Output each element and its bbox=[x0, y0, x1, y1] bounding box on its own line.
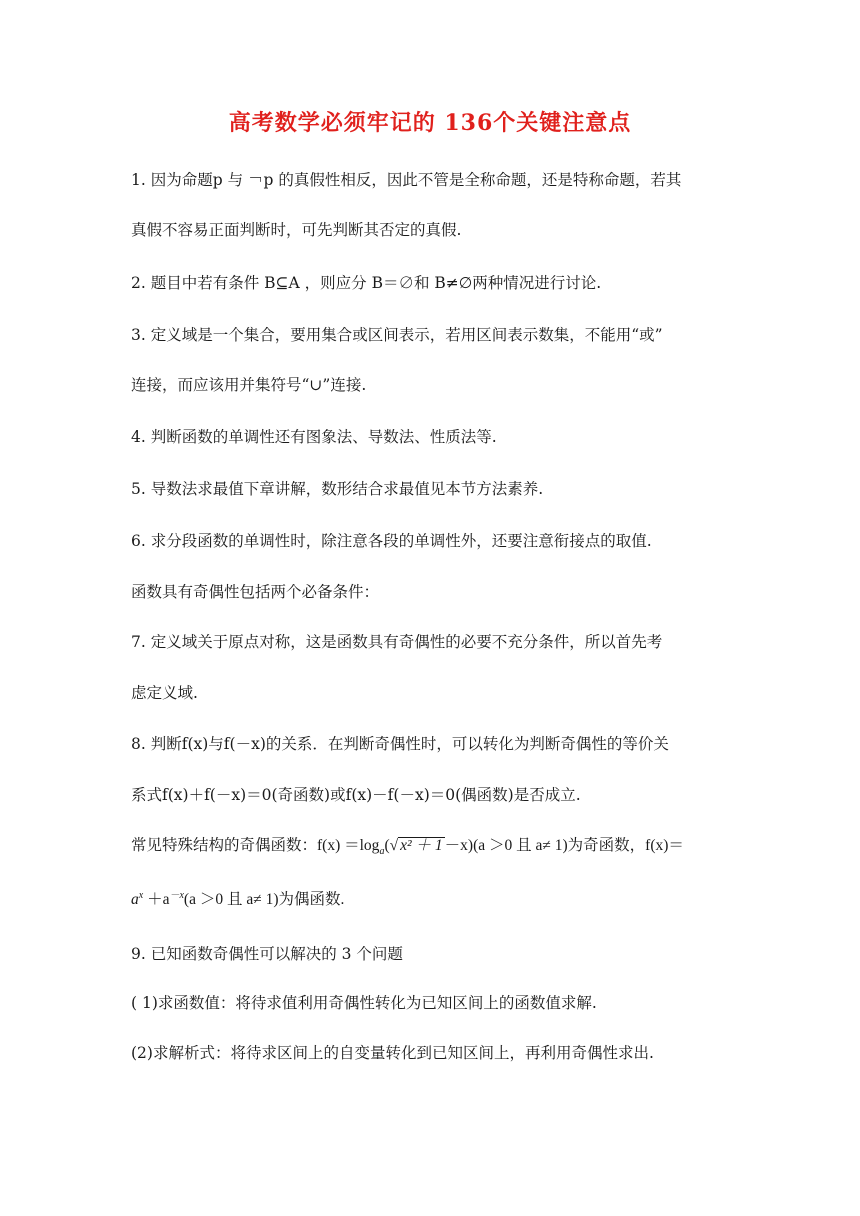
paragraph-line-p1b: 真假不容易正面判断时，可先判断其否定的真假. bbox=[131, 221, 462, 239]
formula-even-exp1: x bbox=[138, 890, 144, 901]
formula-even-exp2: －x bbox=[169, 890, 184, 901]
paragraph-line-p5: 5. 导数法求最值下章讲解，数形结合求最值见本节方法素养. bbox=[131, 480, 544, 498]
sqrt-radicand: x² ＋ 1 bbox=[400, 837, 443, 854]
paragraph-line-p9a: ( 1)求函数值：将待求值利用奇偶性转化为已知区间上的函数值求解. bbox=[131, 994, 597, 1012]
log-base: a bbox=[379, 846, 385, 858]
paragraph-line-p9b: (2)求解析式：将待求区间上的自变量转化到已知区间上，再利用奇偶性求出. bbox=[131, 1044, 654, 1062]
sqrt-sign: √ bbox=[389, 837, 399, 854]
paragraph-line-p3b: 连接，而应该用并集符号“∪”连接. bbox=[131, 376, 367, 394]
paragraph-line-p3a: 3. 定义域是一个集合，要用集合或区间表示，若用区间表示数集，不能用“或” bbox=[131, 326, 663, 344]
paragraph-line-p6: 6. 求分段函数的单调性时，除注意各段的单调性外，还要注意衔接点的取值. bbox=[131, 532, 652, 550]
formula-even-rest: (a ＞0 且 a≠ 1)为偶函数. bbox=[183, 891, 345, 909]
paragraph-line-p6b: 函数具有奇偶性包括两个必备条件： bbox=[131, 583, 380, 601]
formula-open: ( bbox=[384, 837, 390, 854]
special-prefix: 常见特殊结构的奇偶函数： bbox=[131, 836, 318, 854]
page-title: 高考数学必须牢记的 136个关键注意点 bbox=[228, 110, 632, 136]
paragraph-line-p7b: 虑定义域. bbox=[131, 684, 198, 702]
paragraph-line-p8a: 8. 判断f(x)与f(－x)的关系．在判断奇偶性时，可以转化为判断奇偶性的等价关 bbox=[131, 735, 669, 753]
paragraph-line-p8b: 系式f(x)＋f(－x)＝0(奇函数)或f(x)－f(－x)＝0(偶函数)是否成立. bbox=[131, 786, 581, 804]
formula-even-mid: ＋a bbox=[143, 891, 170, 909]
formula-odd-rest: －x)(a ＞0 且 a≠ 1)为奇函数，f(x)＝ bbox=[444, 837, 684, 854]
special-functions-line-2 bbox=[131, 886, 344, 910]
paragraph-line-p2: 2. 题目中若有条件 B⊆A ，则应分 B＝∅和 B≠∅两种情况进行讨论. bbox=[131, 274, 602, 292]
formula-odd-lhs: f(x) ＝log bbox=[317, 837, 380, 854]
paragraph-line-p7a: 7. 定义域关于原点对称，这是函数具有奇偶性的必要不充分条件，所以首先考 bbox=[131, 633, 663, 651]
special-functions-line-1 bbox=[131, 835, 684, 862]
paragraph-line-p4: 4. 判断函数的单调性还有图象法、导数法、性质法等. bbox=[131, 428, 497, 446]
formula-even-base: a bbox=[131, 891, 139, 909]
paragraph-line-p1a: 1. 因为命题p 与 ￢p 的真假性相反，因此不管是全称命题，还是特称命题，若其 bbox=[131, 171, 682, 189]
paragraph-line-p9: 9. 已知函数奇偶性可以解决的 3 个问题 bbox=[131, 945, 403, 963]
